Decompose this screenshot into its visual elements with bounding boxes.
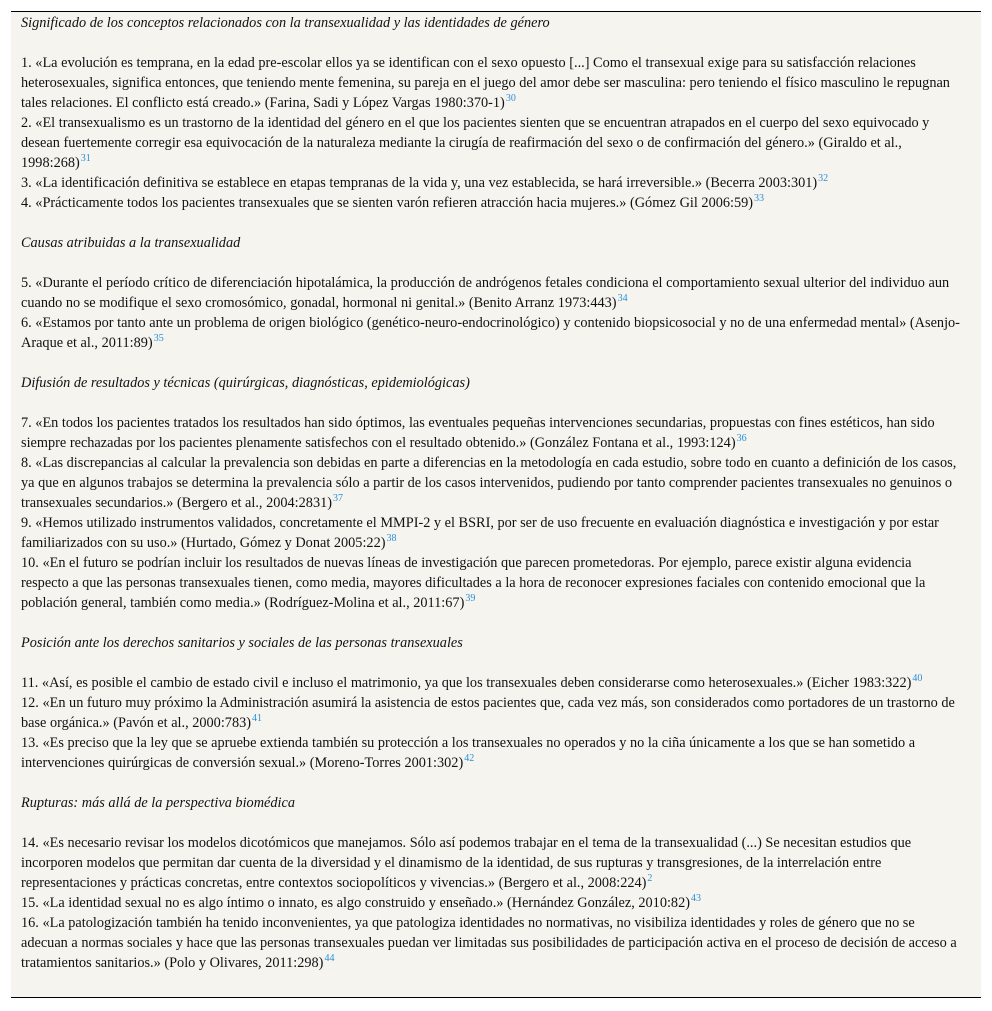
quote-item — [21, 693, 961, 733]
quote-item — [21, 113, 961, 173]
quote-item — [21, 313, 961, 353]
quote-text: 16. «La patologización también ha tenido inconvenientes, ya que patologiza identidades no normativas, no visibiliza identidades y roles de género que no se adecuan a normas sociales y hace que las personas transexuales puedan ver limitadas sus posibilidades de participación activa en el proceso de decisión de acceso a tratamientos sanitarios.» (Polo y Olivares, 2011:298) — [21, 915, 957, 971]
reference-link[interactable]: 42 — [464, 753, 475, 764]
quote-item — [21, 453, 961, 513]
quote-text: 10. «En el futuro se podrían incluir los resultados de nuevas líneas de investigación que parecen prometedoras. Por ejemplo, parece existir alguna evidencia respecto a que las personas transexuales tienen, como media, mayores dificultades a la hora de reconocer expresiones faciales con contenido emocional que la población general, también como media.» (Rodríguez-Molina et al., 2011:67) — [21, 555, 926, 611]
section-heading: Difusión de resultados y técnicas (quirúrgicas, diagnósticas, epidemiológicas) — [21, 375, 470, 391]
reference-link[interactable]: 39 — [465, 593, 476, 604]
reference-link[interactable]: 38 — [386, 533, 397, 544]
heading-spacer — [21, 33, 961, 53]
reference-link[interactable]: 41 — [252, 713, 263, 724]
reference-link[interactable]: 36 — [736, 433, 747, 444]
reference-link[interactable]: 40 — [912, 673, 923, 684]
section-heading: Posición ante los derechos sanitarios y sociales de las personas transexuales — [21, 635, 463, 651]
heading-spacer — [21, 813, 961, 833]
quote-item — [21, 273, 961, 313]
quote-text: 13. «Es preciso que la ley que se apruebe extienda también su protección a los transexuales no operados y no la ciña únicamente a los que se han sometido a intervenciones quirúrgicas de conversión sexual.» (Moreno-Torres 2001:302) — [21, 735, 916, 771]
reference-link[interactable]: 43 — [691, 893, 701, 904]
section-spacer — [21, 213, 961, 233]
quote-item — [21, 673, 961, 693]
reference-link[interactable]: 30 — [505, 93, 516, 104]
reference-link[interactable]: 31 — [80, 153, 91, 164]
section — [21, 13, 961, 213]
quote-text: 6. «Estamos por tanto ante un problema de origen biológico (genético-neuro-endocrinológico) y contenido biopsicosocial y no de una enfermedad mental» (Asenjo- Araque et al., 2011:89) — [21, 315, 960, 351]
reference-link[interactable]: 44 — [324, 953, 335, 964]
reference-link[interactable]: 2 — [647, 873, 653, 884]
section — [21, 373, 961, 613]
reference-link[interactable]: 32 — [818, 173, 829, 184]
quote-item — [21, 193, 961, 213]
quote-text: 12. «En un futuro muy próximo la Administración asumirá la asistencia de estos pacientes que, cada vez más, son considerados como portadores de un trastorno de base orgánica.» (Pavón et al., 2000:783) — [21, 695, 955, 731]
reference-link[interactable]: 37 — [333, 493, 343, 504]
section — [21, 233, 961, 353]
quote-item — [21, 53, 961, 113]
quote-item — [21, 913, 961, 973]
reference-link[interactable]: 35 — [153, 333, 164, 344]
quote-item — [21, 833, 961, 893]
quote-text: 8. «Las discrepancias al calcular la prevalencia son debidas en parte a diferencias en la metodología en cada estudio, sobre todo en cuanto a definición de los casos, ya que en algunos trabajos se determina la prevalencia sólo a partir de los casos intervenidos, pudiendo por tanto comprender pacientes transexuales no genuinos o transexuales secundarios.» (Bergero et al., 2004:2831) — [21, 455, 957, 511]
quote-text: 5. «Durante el período crítico de diferenciación hipotalámica, la producción de andrógenos fetales condiciona el comportamiento sexual ulterior del individuo aun cuando no se modifique el sexo cromosómico, gonadal, hormonal ni genital.» (Benito Arranz 1973:443) — [21, 275, 950, 311]
quote-text: 7. «En todos los pacientes tratados los resultados han sido óptimos, las eventuales pequeñas intervenciones secundarias, propuestas con fines estéticos, han sido siempre rechazadas por los pacientes plenamente satisfechos con el resultado obtenido.» (González Fontana et al., 1993:124) — [21, 415, 935, 451]
section-spacer — [21, 613, 961, 633]
section-spacer — [21, 773, 961, 793]
section-heading: Causas atribuidas a la transexualidad — [21, 235, 241, 251]
quote-item — [21, 413, 961, 453]
quotes-content — [21, 13, 961, 973]
section-spacer — [21, 353, 961, 373]
heading-spacer — [21, 253, 961, 273]
quote-text: 2. «El transexualismo es un trastorno de la identidad del género en el que los pacientes sienten que se encuentran atrapados en el cuerpo del sexo equivocado y desean fuertemente corregir esa equivocación de la naturaleza mediante la cirugía de reafirmación del sexo o de confirmación del género.» (Giraldo et al., 1998:268) — [21, 115, 930, 171]
heading-spacer — [21, 653, 961, 673]
reference-link[interactable]: 34 — [617, 293, 628, 304]
section — [21, 793, 961, 973]
section-heading: Rupturas: más allá de la perspectiva biomédica — [21, 795, 295, 811]
quote-text: 15. «La identidad sexual no es algo íntimo o innato, es algo construido y enseñado.» (Hernández González, 2010:82) — [21, 895, 690, 911]
quote-item — [21, 173, 961, 193]
reference-link[interactable]: 33 — [754, 193, 765, 204]
quote-text: 1. «La evolución es temprana, en la edad pre-escolar ellos ya se identifican con el sexo opuesto [...] Como el transexual exige para su satisfacción relaciones heterosexuales, significa entonces, que teniendo mente femenina, su pareja en el juego del amor debe ser masculina: pero teniendo el físico masculino le repugnan tales relaciones. El conflicto está creado.» (Farina, Sadi y López Vargas 1980:370-1) — [21, 55, 950, 111]
quote-item — [21, 733, 961, 773]
quote-text: 14. «Es necesario revisar los modelos dicotómicos que manejamos. Sólo así podemos trabajar en el tema de la transexualidad (...) Se necesitan estudios que incorporen modelos que permitan dar cuenta de la diversidad y el dinamismo de la identidad, de sus rupturas y transgresiones, de la interrelación entre representaciones y prácticas concretas, entre contextos sociopolíticos y vivencias.» (Bergero et al., 2008:224) — [21, 835, 912, 891]
quote-item — [21, 893, 961, 913]
quote-text: 9. «Hemos utilizado instrumentos validados, concretamente el MMPI-2 y el BSRI, por ser de uso frecuente en evaluación diagnóstica e investigación y por estar familiarizados con su uso.» (Hurtado, Gómez y Donat 2005:22) — [21, 515, 939, 551]
section — [21, 633, 961, 773]
quote-item — [21, 513, 961, 553]
section-heading: Significado de los conceptos relacionados con la transexualidad y las identidades de género — [21, 15, 550, 31]
quote-text: 11. «Así, es posible el cambio de estado civil e incluso el matrimonio, ya que los transexuales deben considerarse como heterosexuales.» (Eicher 1983:322) — [21, 675, 912, 691]
heading-spacer — [21, 393, 961, 413]
quote-item — [21, 553, 961, 613]
quote-text: 3. «La identificación definitiva se establece en etapas tempranas de la vida y, una vez establecida, se hará irreversible.» (Becerra 2003:301) — [21, 175, 818, 191]
quote-text: 4. «Prácticamente todos los pacientes transexuales que se sienten varón refieren atracción hacia mujeres.» (Gómez Gil 2006:59) — [21, 195, 754, 211]
